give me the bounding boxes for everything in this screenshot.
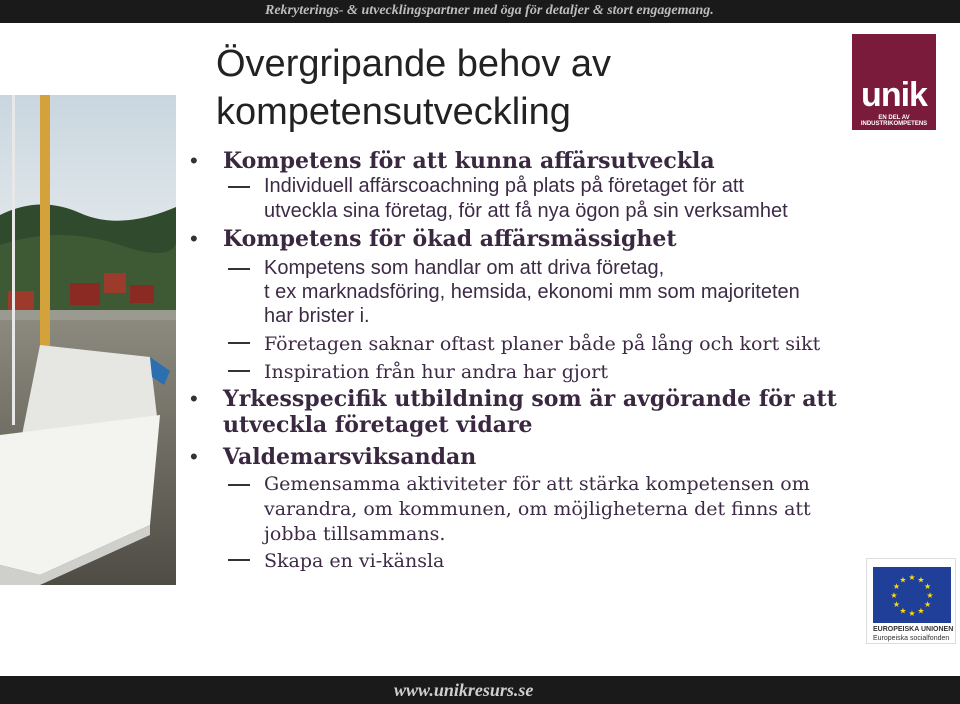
eu-star: ★ — [899, 606, 907, 616]
sub-bullet-item: Företagen saknar oftast planer både på lång och kort sikt — [190, 330, 890, 358]
sub-bullet-item: Gemensamma aktiviteter för att stärka kompetensen om varandra, om kommunen, om möjligheterna det finns att jobba tillsammans. — [190, 472, 890, 547]
eu-star: ★ — [908, 609, 916, 618]
eu-star: ★ — [892, 600, 900, 609]
eu-star: ★ — [917, 606, 925, 616]
title-line-1: Övergripande behov av — [216, 43, 612, 85]
eu-logo — [866, 558, 956, 644]
eu-star: ★ — [917, 575, 925, 585]
logo-subtitle: EN DEL AV INDUSTRIKOMPETENS — [860, 115, 928, 127]
eu-line-2: Europeiska socialfonden — [873, 635, 950, 642]
bullet-item: • Kompetens för att kunna affärsutveckla — [190, 148, 890, 174]
eu-line-1: EUROPEISKA UNIONEN — [873, 626, 954, 633]
eu-star: ★ — [890, 591, 898, 600]
sub-bullet-item: Inspiration från hur andra har gjort — [190, 358, 890, 386]
bullet-item: • Kompetens för ökad affärsmässighet — [190, 226, 890, 256]
eu-star: ★ — [892, 582, 900, 591]
eu-star: ★ — [926, 591, 934, 600]
header-tagline: Rekryterings- & utvecklingspartner med öga för detaljer & stort engagemang. — [265, 3, 714, 18]
slide-title — [216, 40, 776, 136]
sailboat-photo — [0, 95, 176, 585]
eu-flag-icon — [873, 567, 951, 623]
eu-star: ★ — [924, 600, 932, 609]
eu-star: ★ — [899, 575, 907, 585]
eu-star: ★ — [908, 573, 916, 582]
bullet-item: • Yrkesspecifik utbildning som är avgörande för att utveckla företaget vidare — [190, 386, 890, 438]
eu-star: ★ — [924, 582, 932, 591]
footer-url: www.unikresurs.se — [394, 680, 534, 700]
bullet-item: • Valdemarsviksandan — [190, 444, 890, 470]
logo-word: unik — [861, 76, 927, 114]
title-line-2: kompetensutveckling — [216, 91, 571, 133]
sub-bullet-item: Skapa en vi-känsla — [190, 547, 890, 575]
bullet-list — [190, 148, 890, 575]
bottom-bar — [0, 676, 960, 704]
sub-bullet-item: Individuell affärscoachning på plats på företaget för att utveckla sina företag, för att få nya ögon på sin verksamhet — [190, 174, 890, 224]
top-bar — [0, 0, 960, 23]
sub-bullet-item: Kompetens som handlar om att driva företag, t ex marknadsföring, hemsida, ekonomi mm som majoriteten har brister i. — [190, 256, 890, 328]
unik-logo — [852, 34, 936, 130]
